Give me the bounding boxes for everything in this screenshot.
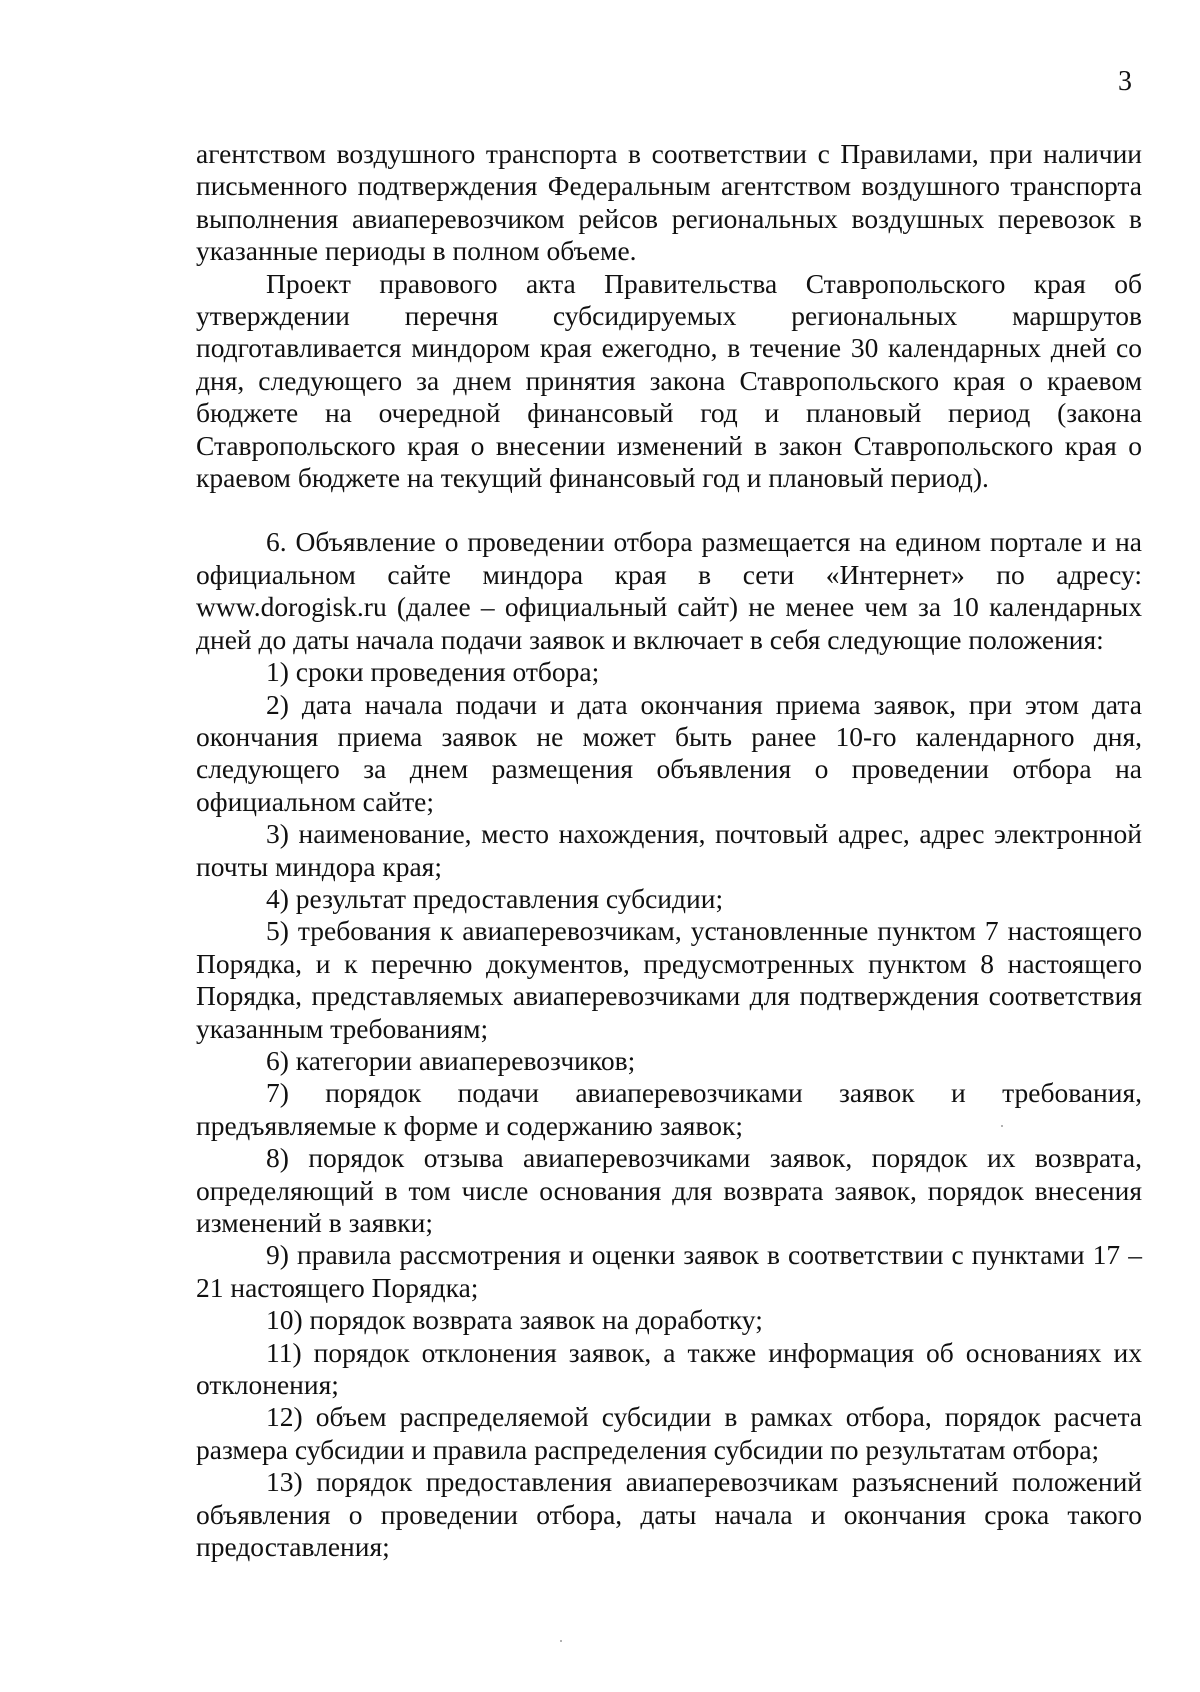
scan-speck: [1001, 1125, 1003, 1127]
list-item-6: 6) категории авиаперевозчиков;: [266, 1044, 636, 1076]
list-item-12: 12) объем распределяемой субсидии в рамках отбора, порядок расчета размера субсидии и правила распределения субсидии по результатам отбора;: [196, 1401, 1142, 1465]
page-number: 3: [1118, 66, 1132, 97]
list-item-1: 1) сроки проведения отбора;: [266, 656, 600, 688]
list-item-2: 2) дата начала подачи и дата окончания приема заявок, при этом дата окончания приема заявок не может быть ранее 10-го календарного дня, следующего за днем размещения объявления о проведении отбора на официальном сайте;: [196, 688, 1142, 817]
paragraph-draft-act: Проект правового акта Правительства Ставропольского края об утверждении перечня субсидируемых региональных маршрутов подготавливается миндором края ежегодно, в течение 30 календарных дней со дня, следующего за днем принятия закона Ставропольского края о краевом бюджете на очередной финансовый год и плановый период (закона Ставропольского края о внесении изменений в закон Ставропольского края о краевом бюджете на текущий финансовый год и плановый период).: [196, 267, 1142, 494]
list-item-9: 9) правила рассмотрения и оценки заявок в соответствии с пунктами 17 – 21 настоящего Порядка;: [196, 1239, 1142, 1303]
list-item-4: 4) результат предоставления субсидии;: [266, 882, 724, 914]
list-item-13: 13) порядок предоставления авиаперевозчикам разъяснений положений объявления о проведении отбора, даты начала и окончания срока такого предоставления;: [196, 1466, 1142, 1563]
paragraph-item-6: 6. Объявление о проведении отбора размещается на едином портале и на официальном сайте миндора края в сети «Интернет» по адресу: www.dorogisk.ru (далее – официальный сайт) не менее чем за 10 календарных дней до даты начала подачи заявок и включает в себя следующие положения:: [196, 526, 1142, 655]
paragraph-continuation: агентством воздушного транспорта в соответствии с Правилами, при наличии письменного подтверждения Федеральным агентством воздушного транспорта выполнения авиаперевозчиком рейсов региональных воздушных перевозок в указанные периоды в полном объеме.: [196, 138, 1142, 267]
list-item-10: 10) порядок возврата заявок на доработку;: [266, 1304, 763, 1336]
scan-speck: [560, 1640, 562, 1642]
list-item-11: 11) порядок отклонения заявок, а также информация об основаниях их отклонения;: [196, 1336, 1142, 1401]
document-body: [196, 138, 1142, 1563]
list-item-7: 7) порядок подачи авиаперевозчиками заявок и требования, предъявляемые к форме и содержанию заявок;: [196, 1077, 1142, 1141]
list-item-8: 8) порядок отзыва авиаперевозчиками заявок, порядок их возврата, определяющий в том числе основания для возврата заявок, порядок внесения изменений в заявки;: [196, 1142, 1142, 1238]
list-item-5: 5) требования к авиаперевозчикам, установленные пунктом 7 настоящего Порядка, и к перечню документов, предусмотренных пунктом 8 настоящего Порядка, представляемых авиаперевозчиками для подтверждения соответствия указанным требованиям;: [196, 915, 1142, 1044]
list-item-3: 3) наименование, место нахождения, почтовый адрес, адрес электронной почты миндора края;: [196, 818, 1142, 882]
